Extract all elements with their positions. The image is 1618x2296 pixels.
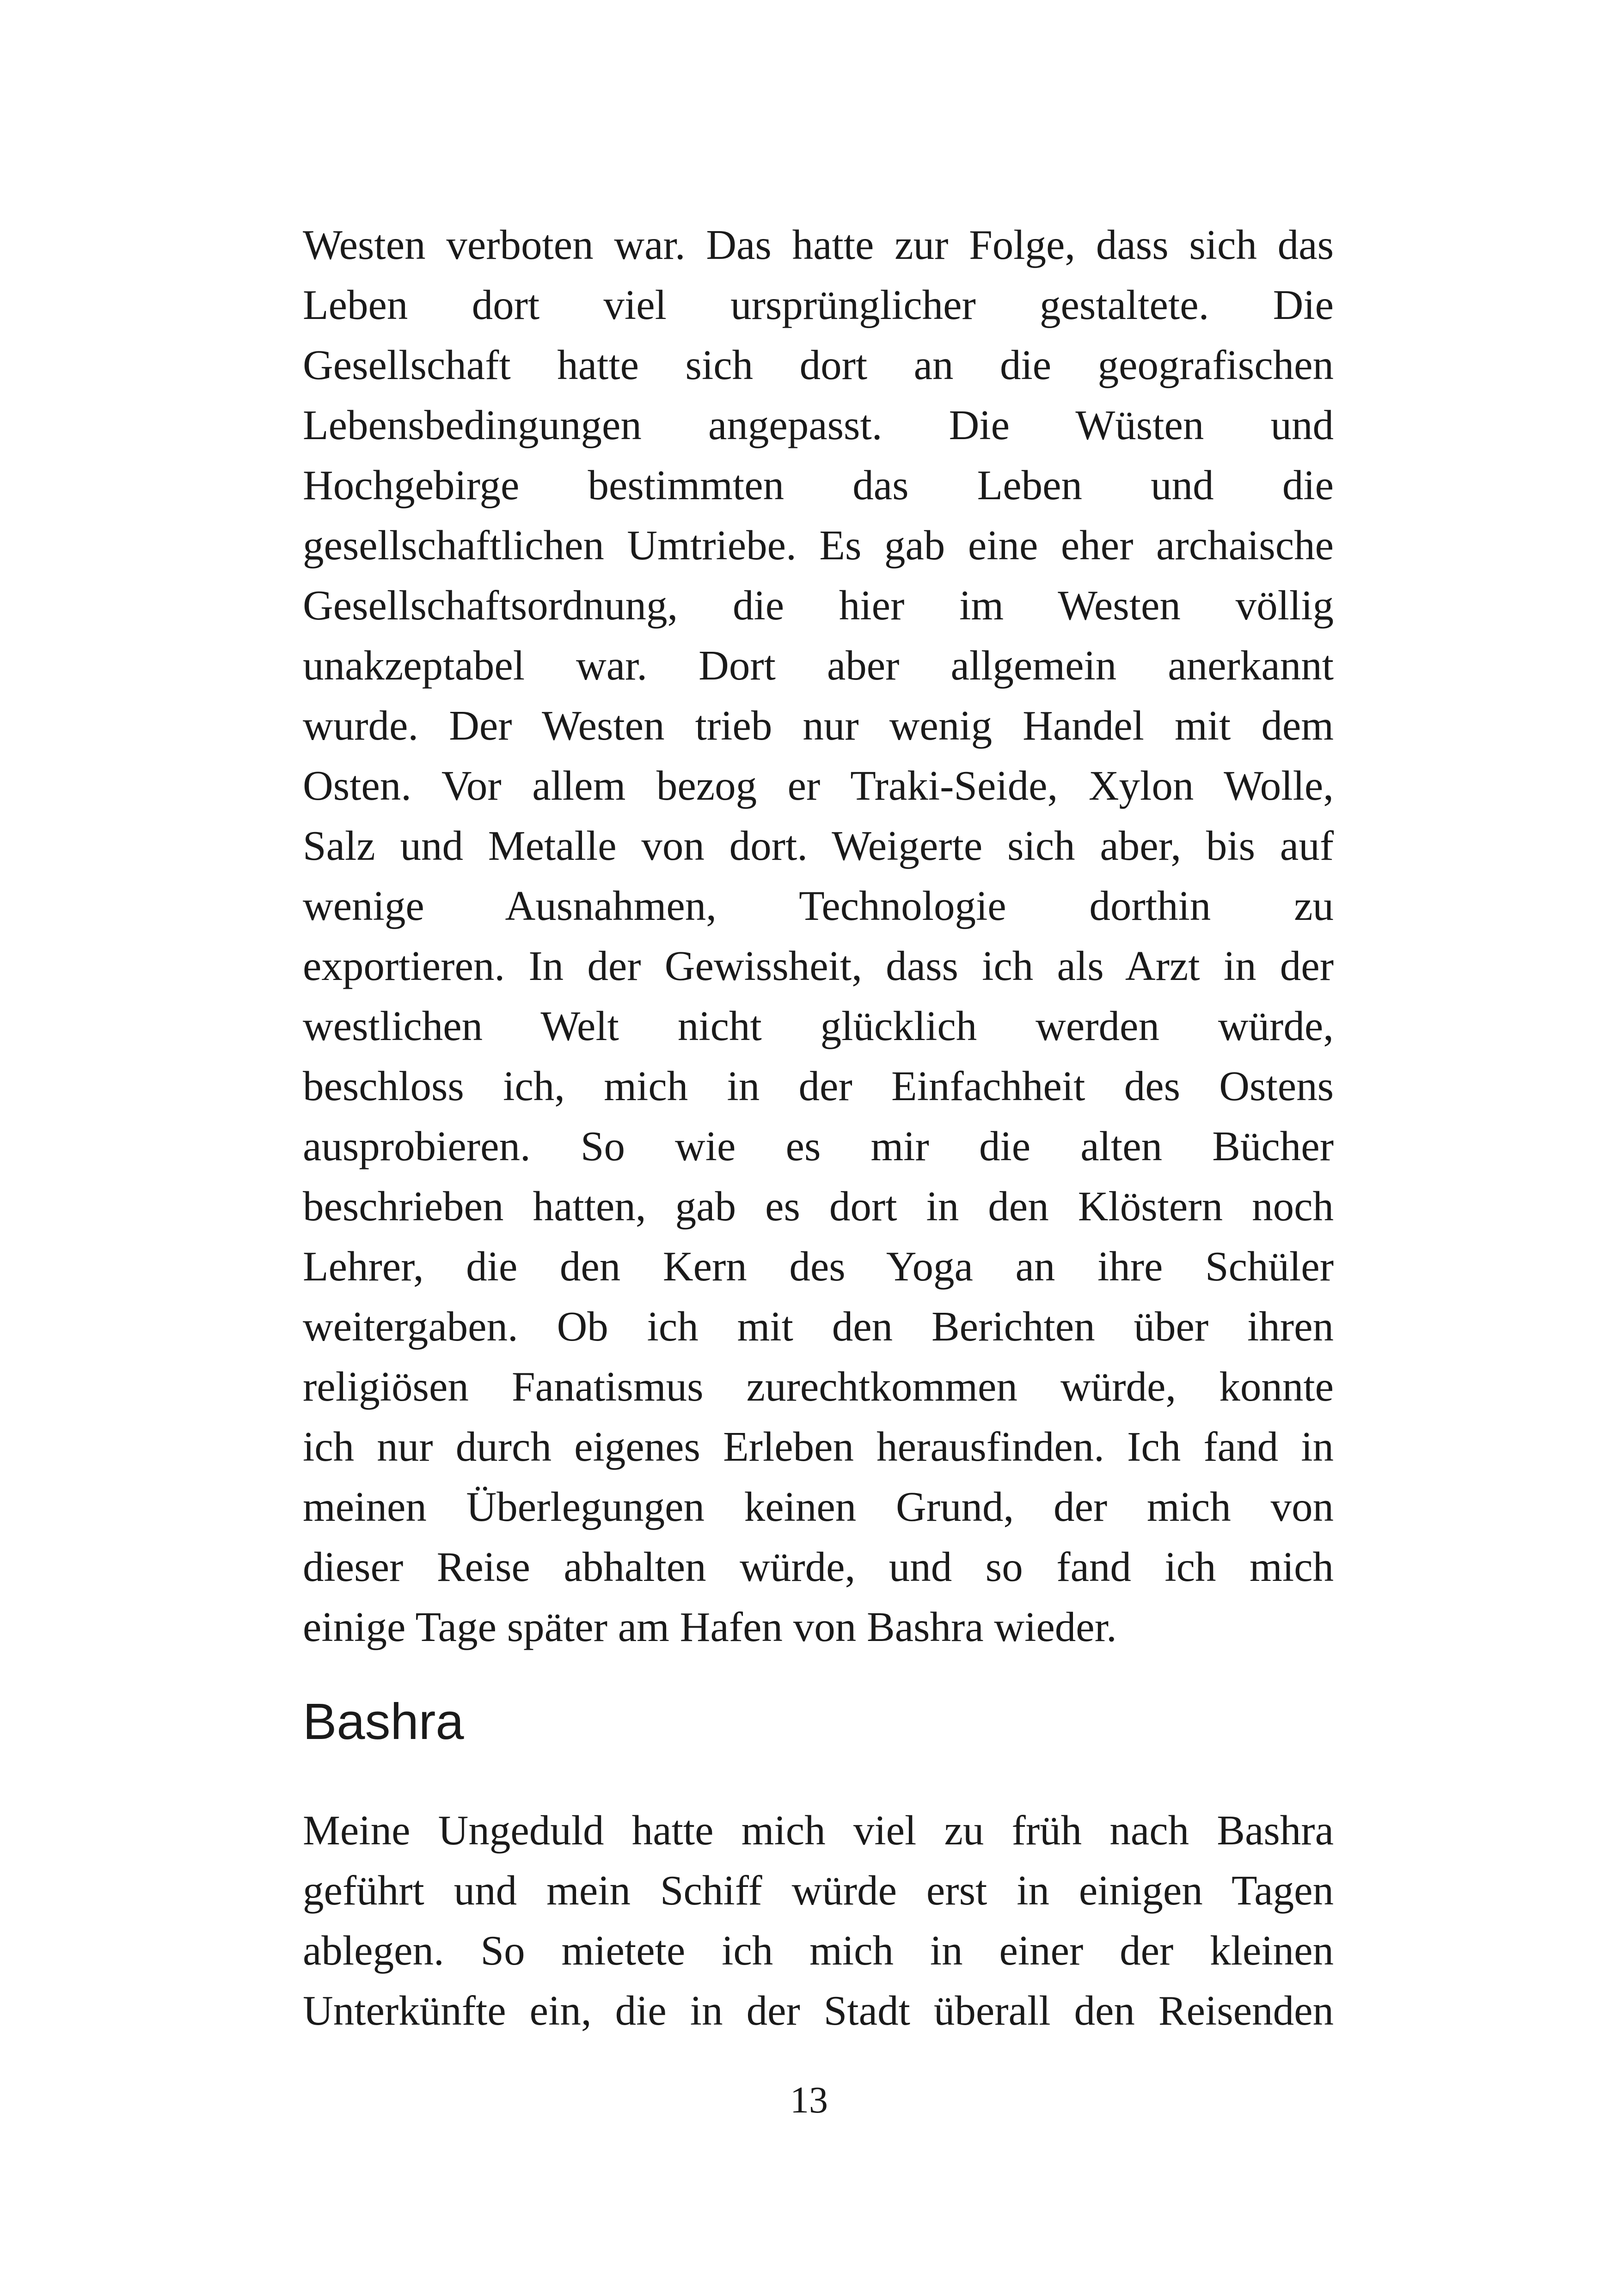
text-line: beschrieben hatten, gab es dort in den Klöstern noch [303,1183,1334,1230]
text-line: religiösen Fanatismus zurechtkommen würde, konnte [303,1363,1334,1410]
text-line: Unterkünfte ein, die in der Stadt überall den Reisenden [303,1987,1334,2034]
text-line: Leben dort viel ursprünglicher gestaltete. Die [303,282,1334,328]
text-line: gesellschaftlichen Umtriebe. Es gab eine eher archaische [303,522,1334,569]
text-line: weitergaben. Ob ich mit den Berichten über ihren [303,1303,1334,1350]
text-line: Westen verboten war. Das hatte zur Folge, dass sich das [303,221,1334,268]
text-line: westlichen Welt nicht glücklich werden würde, [303,1003,1334,1049]
text-line: Gesellschaft hatte sich dort an die geografischen [303,342,1334,388]
text-line: Lehrer, die den Kern des Yoga an ihre Schüler [303,1243,1334,1290]
text-line: beschloss ich, mich in der Einfachheit des Ostens [303,1063,1334,1109]
text-line: Gesellschaftsordnung, die hier im Westen völlig [303,582,1334,629]
text-line: einige Tage später am Hafen von Bashra wieder. [303,1604,1117,1650]
paragraph-bashra [303,1800,1334,2041]
text-line: Lebensbedingungen angepasst. Die Wüsten und [303,402,1334,448]
section-heading: Bashra [303,1693,464,1750]
text-line: wenige Ausnahmen, Technologie dorthin zu [303,882,1334,929]
text-line: unakzeptabel war. Dort aber allgemein anerkannt [303,642,1334,689]
text-line: ich nur durch eigenes Erleben herausfinden. Ich fand in [303,1423,1334,1470]
page-number: 13 [790,2079,828,2121]
paragraph-westen [303,215,1334,1657]
text-line: dieser Reise abhalten würde, und so fand ich mich [303,1543,1334,1590]
text-line: meinen Überlegungen keinen Grund, der mich von [303,1483,1334,1530]
text-line: exportieren. In der Gewissheit, dass ich als Arzt in der [303,943,1334,989]
text-line: Osten. Vor allem bezog er Traki-Seide, Xylon Wolle, [303,762,1334,809]
text-line: ausprobieren. So wie es mir die alten Bücher [303,1123,1334,1169]
text-line: ablegen. So mietete ich mich in einer der kleinen [303,1927,1334,1974]
text-line: Salz und Metalle von dort. Weigerte sich aber, bis auf [303,822,1334,869]
text-line: Meine Ungeduld hatte mich viel zu früh nach Bashra [303,1807,1334,1854]
text-line: geführt und mein Schiff würde erst in einigen Tagen [303,1867,1334,1914]
text-line: Hochgebirge bestimmten das Leben und die [303,462,1334,508]
text-line: wurde. Der Westen trieb nur wenig Handel mit dem [303,702,1334,749]
